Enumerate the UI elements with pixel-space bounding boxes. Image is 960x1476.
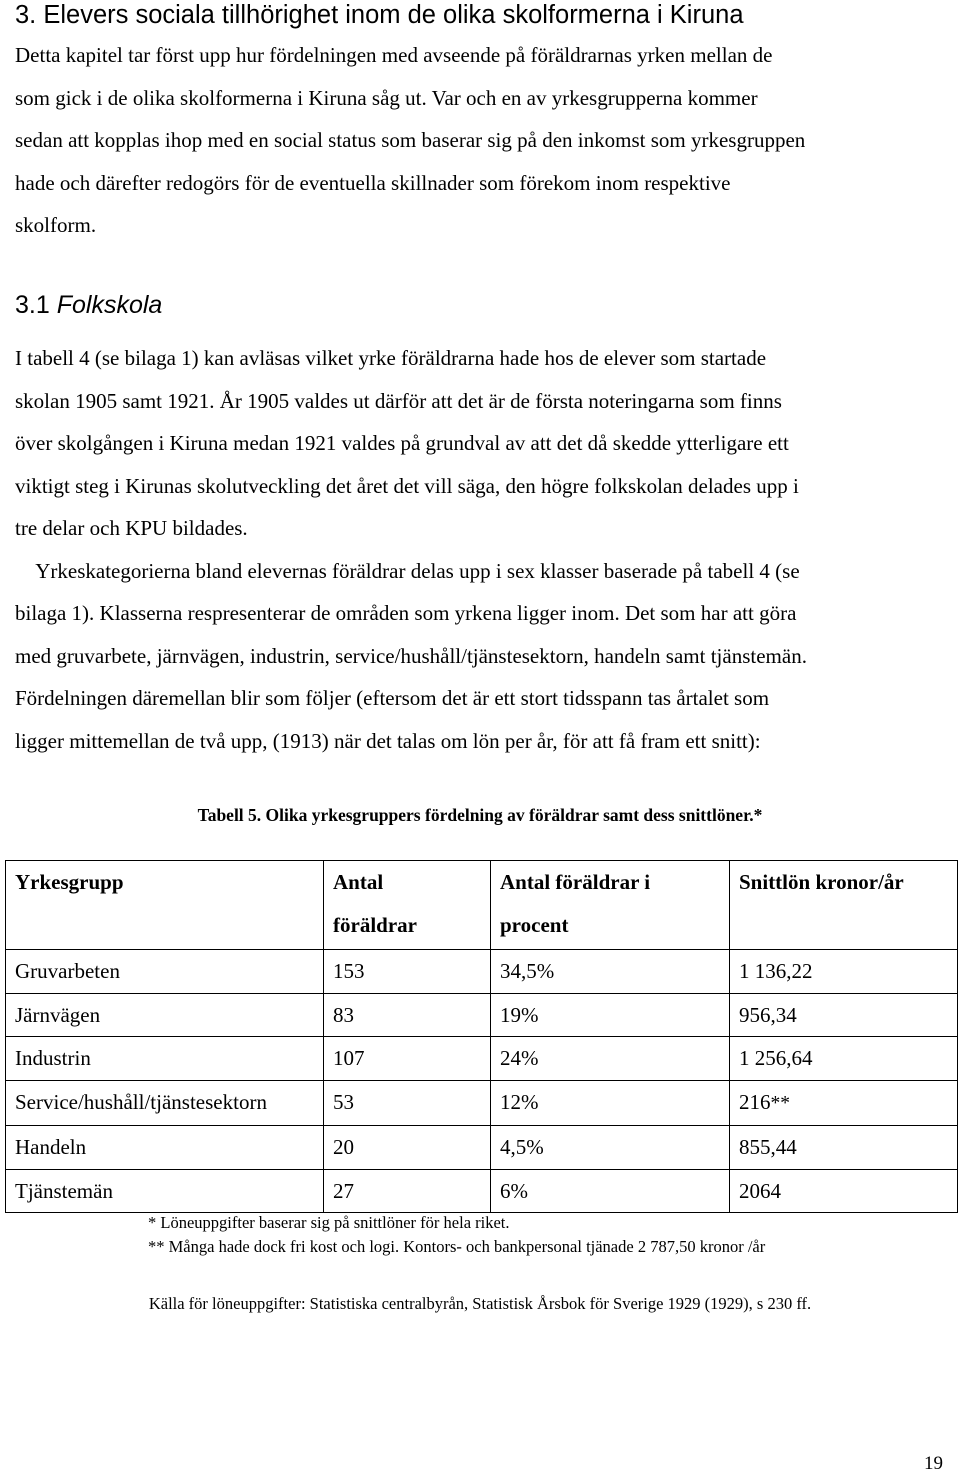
text-line: bilaga 1). Klasserna respresenterar de områden som yrkena ligger inom. Det som har att göra (15, 601, 797, 625)
table-header-row (6, 861, 958, 950)
table-row (6, 1037, 958, 1081)
table-cell: 34,5% (491, 950, 730, 994)
intro-paragraph (15, 34, 945, 247)
table-cell: 1 136,22 (730, 950, 958, 994)
text-line: hade och därefter redogörs för de eventuella skillnader som förekom inom respektive (15, 170, 731, 195)
header-cell: Antal föräldrar (324, 861, 491, 950)
section-title: Folkskola (49, 291, 163, 319)
source-note: Källa för löneuppgifter: Statistiska centralbyrån, Statistisk Årsbok för Sverige 1929 (1929), s 230 ff. (148, 1294, 812, 1313)
table-cell: 24% (491, 1037, 730, 1081)
table-cell: 153 (324, 950, 491, 994)
text-line: med gruvarbete, järnvägen, industrin, service/hushåll/tjänstesektorn, handeln samt tjänstemän. (15, 643, 807, 668)
section-number: 3.1 (15, 291, 50, 319)
table-cell: 19% (491, 993, 730, 1037)
table-cell: 956,34 (730, 993, 958, 1037)
body-paragraph (15, 337, 945, 762)
occupation-table (5, 860, 958, 1213)
table-cell: Industrin (6, 1037, 324, 1081)
table-row (6, 993, 958, 1037)
table-cell: Tjänstemän (6, 1169, 324, 1213)
table-cell: Service/hushåll/tjänstesektorn (6, 1080, 324, 1126)
text-line: I tabell 4 (se bilaga 1) kan avläsas vilket yrke föräldrarna hade hos de elever som startade (15, 346, 767, 370)
table-cell: Järnvägen (6, 993, 324, 1037)
page-number: 19 (924, 1453, 943, 1474)
footnote-mark: ** (770, 1092, 790, 1114)
text-line: tre delar och KPU bildades. (15, 516, 248, 540)
text-line: Detta kapitel tar först upp hur fördelningen med avseende på föräldrarnas yrken mellan de (15, 43, 773, 67)
table-cell: 4,5% (491, 1126, 730, 1170)
text-line: sedan att kopplas ihop med en social status som baserar sig på den inkomst som yrkesgruppen (15, 128, 806, 152)
header-cell: Antal föräldrar i procent (491, 861, 730, 950)
table-row (6, 950, 958, 994)
table-cell: Handeln (6, 1126, 324, 1170)
text-line: viktigt steg i Kirunas skolutveckling det året det vill säga, den högre folkskolan delades upp i (15, 473, 799, 498)
header-cell: Yrkesgrupp (6, 861, 324, 950)
table-caption: Tabell 5. Olika yrkesgruppers fördelning av föräldrar samt dess snittlöner.* (197, 805, 763, 825)
table-cell: 12% (491, 1080, 730, 1126)
chapter-heading: 3. Elevers sociala tillhörighet inom de olika skolformerna i Kiruna (15, 1, 744, 29)
header-cell: Snittlön kronor/år (730, 861, 958, 950)
table-cell: 53 (324, 1080, 491, 1126)
table-cell: 20 (324, 1126, 491, 1170)
text-line: skolan 1905 samt 1921. År 1905 valdes ut därför att det är de första noteringarna som finns (15, 388, 782, 413)
text-line: skolform. (15, 213, 97, 237)
table-cell: 855,44 (730, 1126, 958, 1170)
table-row (6, 1126, 958, 1170)
text-line: Yrkeskategorierna bland elevernas föräldrar delas upp i sex klasser baserade på tabell 4 (se (15, 558, 800, 583)
footnote: ** Många hade dock fri kost och logi. Kontors- och bankpersonal tjänade 2 787,50 kronor /år (148, 1237, 766, 1256)
table-row (6, 1080, 958, 1126)
footnote: * Löneuppgifter baserar sig på snittlöner för hela riket. (148, 1213, 510, 1232)
table-cell: 1 256,64 (730, 1037, 958, 1081)
table-cell: 2064 (730, 1169, 958, 1213)
table-row (6, 1169, 958, 1213)
table-cell: Gruvarbeten (6, 950, 324, 994)
text-line: Fördelningen däremellan blir som följer (eftersom det är ett stort tidsspann tas årtalet som (15, 686, 770, 710)
section-heading (15, 290, 162, 320)
table-cell: 83 (324, 993, 491, 1037)
text-line: ligger mittemellan de två upp, (1913) när det talas om lön per år, för att få fram ett snitt): (15, 728, 761, 753)
table-cell: 27 (324, 1169, 491, 1213)
table-cell: 216** (730, 1080, 958, 1126)
table-cell: 6% (491, 1169, 730, 1213)
text-line: som gick i de olika skolformerna i Kiruna såg ut. Var och en av yrkesgrupperna kommer (15, 85, 758, 110)
table-cell: 107 (324, 1037, 491, 1081)
text-line: över skolgången i Kiruna medan 1921 valdes på grundval av att det då skedde ytterligare ett (15, 431, 789, 455)
